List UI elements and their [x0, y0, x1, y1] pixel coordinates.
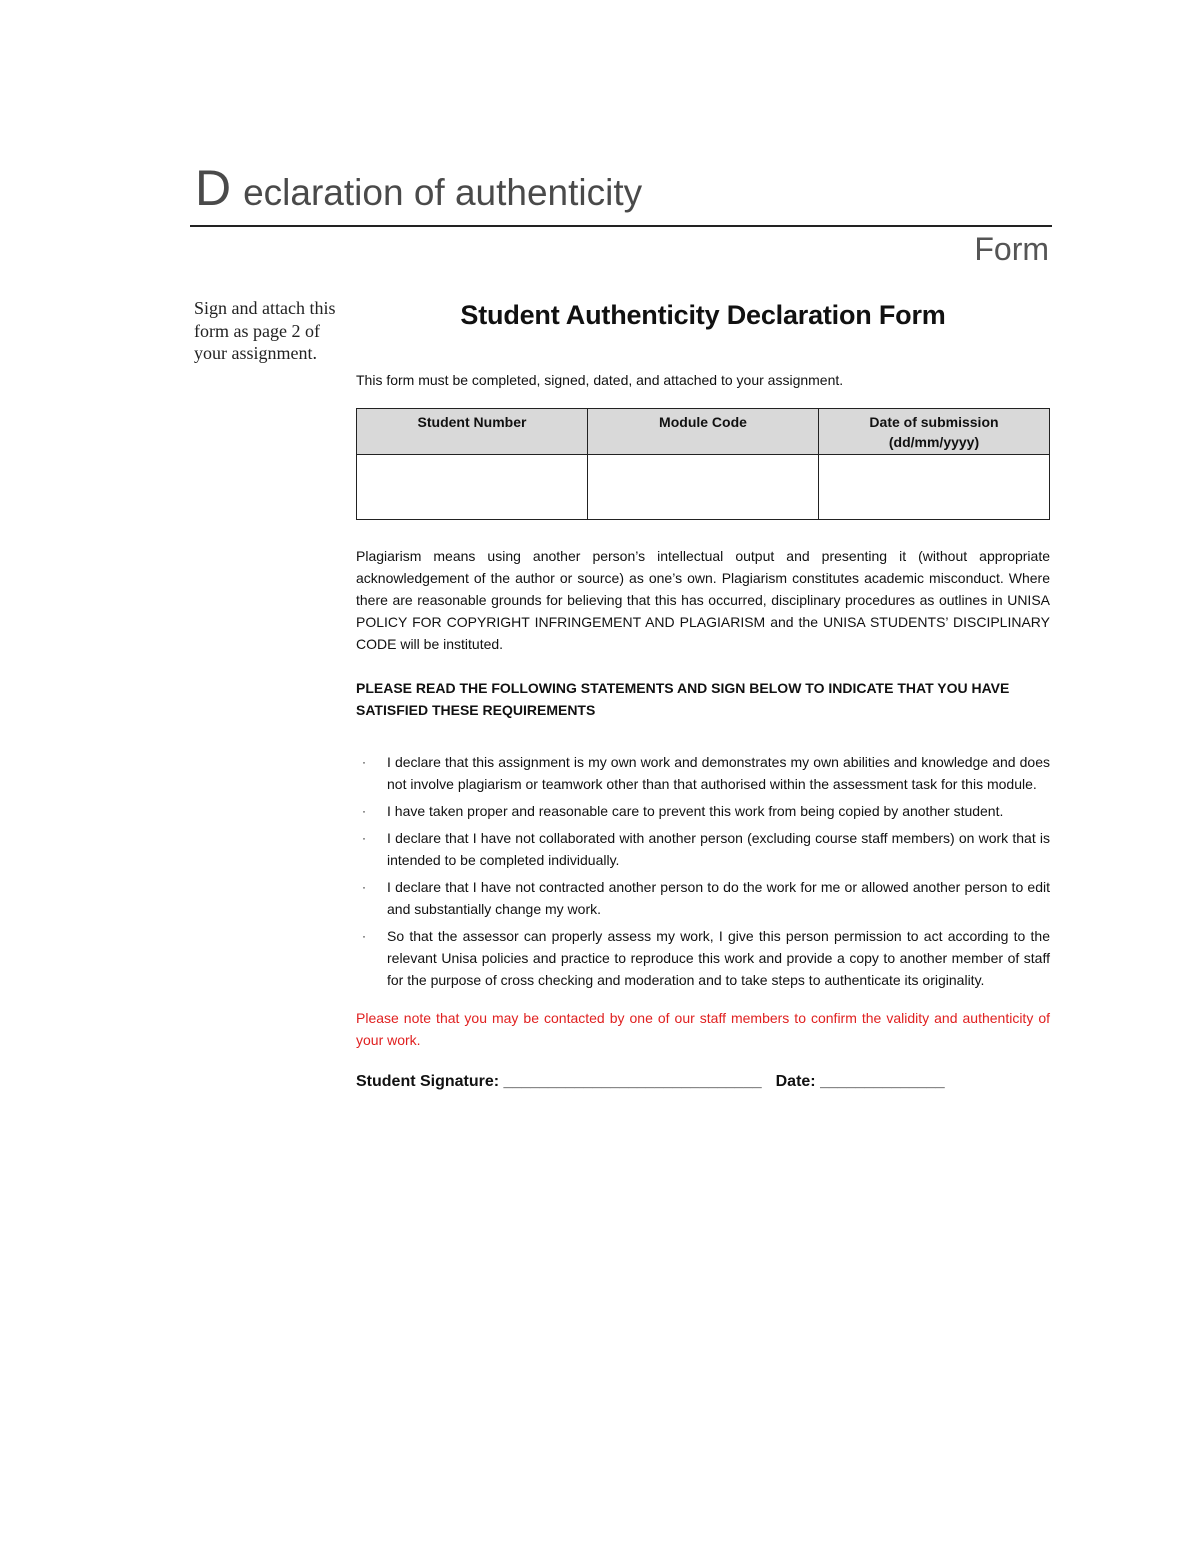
table-header-row — [357, 409, 1050, 455]
list-item — [356, 827, 1050, 871]
table-row — [357, 455, 1050, 520]
signature-date-field[interactable]: Date: ______________ — [775, 1073, 945, 1090]
bullet-icon: · — [362, 831, 366, 845]
plagiarism-definition: Plagiarism means using another person’s intellectual output and presenting it (without appropriate acknowledgement of the author or source) as one’s own. Plagiarism constitutes academic misconduct. Where there are reasonable grounds for believing that this has occurred, disciplinary procedures as outlines in UNISA POLICY FOR COPYRIGHT INFRINGEMENT AND PLAGIARISM and the UNISA STUDENTS’ DISCIPLINARY CODE will be instituted. — [356, 548, 1050, 652]
student-number-field[interactable] — [357, 455, 587, 519]
module-code-cell — [588, 455, 819, 520]
bullet-icon: · — [362, 880, 366, 894]
module-code-header: Module Code — [588, 409, 819, 455]
form-body — [356, 300, 1050, 1091]
statement-text: I declare that this assignment is my own work and demonstrates my own abilities and knowledge and does not involve plagiarism or teamwork other than that authorised within the assessment task for this module. — [387, 754, 1050, 792]
date-of-submission-field[interactable] — [819, 455, 1049, 519]
student-number-cell — [357, 455, 588, 520]
statement-text: So that the assessor can properly assess my work, I give this person permission to act according to the relevant Unisa policies and practice to reproduce this work and provide a copy to another member of staff for the purpose of cross checking and moderation and to take steps to authenticate its originality. — [387, 928, 1050, 988]
title-divider — [190, 225, 1052, 227]
form-heading: Student Authenticity Declaration Form — [460, 300, 946, 330]
side-note: Sign and attach this form as page 2 of your assignment. — [194, 298, 336, 363]
signature-row — [356, 1073, 1050, 1091]
student-number-header: Student Number — [357, 409, 588, 455]
statement-text: I declare that I have not contracted another person to do the work for me or allowed another person to edit and substantially change my work. — [387, 879, 1050, 917]
bullet-icon: · — [362, 929, 366, 943]
module-code-field[interactable] — [588, 455, 818, 519]
bullet-icon: · — [362, 804, 366, 818]
date-of-submission-cell — [819, 455, 1050, 520]
list-item — [356, 876, 1050, 920]
instruction-heading: PLEASE READ THE FOLLOWING STATEMENTS AND SIGN BELOW TO INDICATE THAT YOU HAVE SATISFIED THESE REQUIREMENTS — [356, 680, 1010, 718]
declaration-statements — [356, 751, 1050, 991]
title-initial: D — [195, 160, 232, 216]
statement-text: I declare that I have not collaborated with another person (excluding course staff members) on work that is intended to be completed individually. — [387, 830, 1050, 868]
date-of-submission-header: Date of submission (dd/mm/yyyy) — [819, 409, 1050, 455]
document-title — [195, 160, 643, 216]
student-signature-field[interactable]: Student Signature: _____________________________ — [356, 1073, 762, 1090]
list-item — [356, 751, 1050, 795]
submission-details-table — [356, 408, 1050, 520]
document-subtitle: Form — [974, 231, 1049, 267]
contact-note: Please note that you may be contacted by one of our staff members to confirm the validity and authenticity of your work. — [356, 1010, 1050, 1048]
list-item — [356, 925, 1050, 991]
form-intro: This form must be completed, signed, dated, and attached to your assignment. — [356, 372, 844, 388]
statement-text: I have taken proper and reasonable care to prevent this work from being copied by another student. — [387, 803, 1004, 819]
list-item — [356, 800, 1050, 822]
title-rest: eclaration of authenticity — [243, 172, 643, 213]
bullet-icon: · — [362, 755, 366, 769]
